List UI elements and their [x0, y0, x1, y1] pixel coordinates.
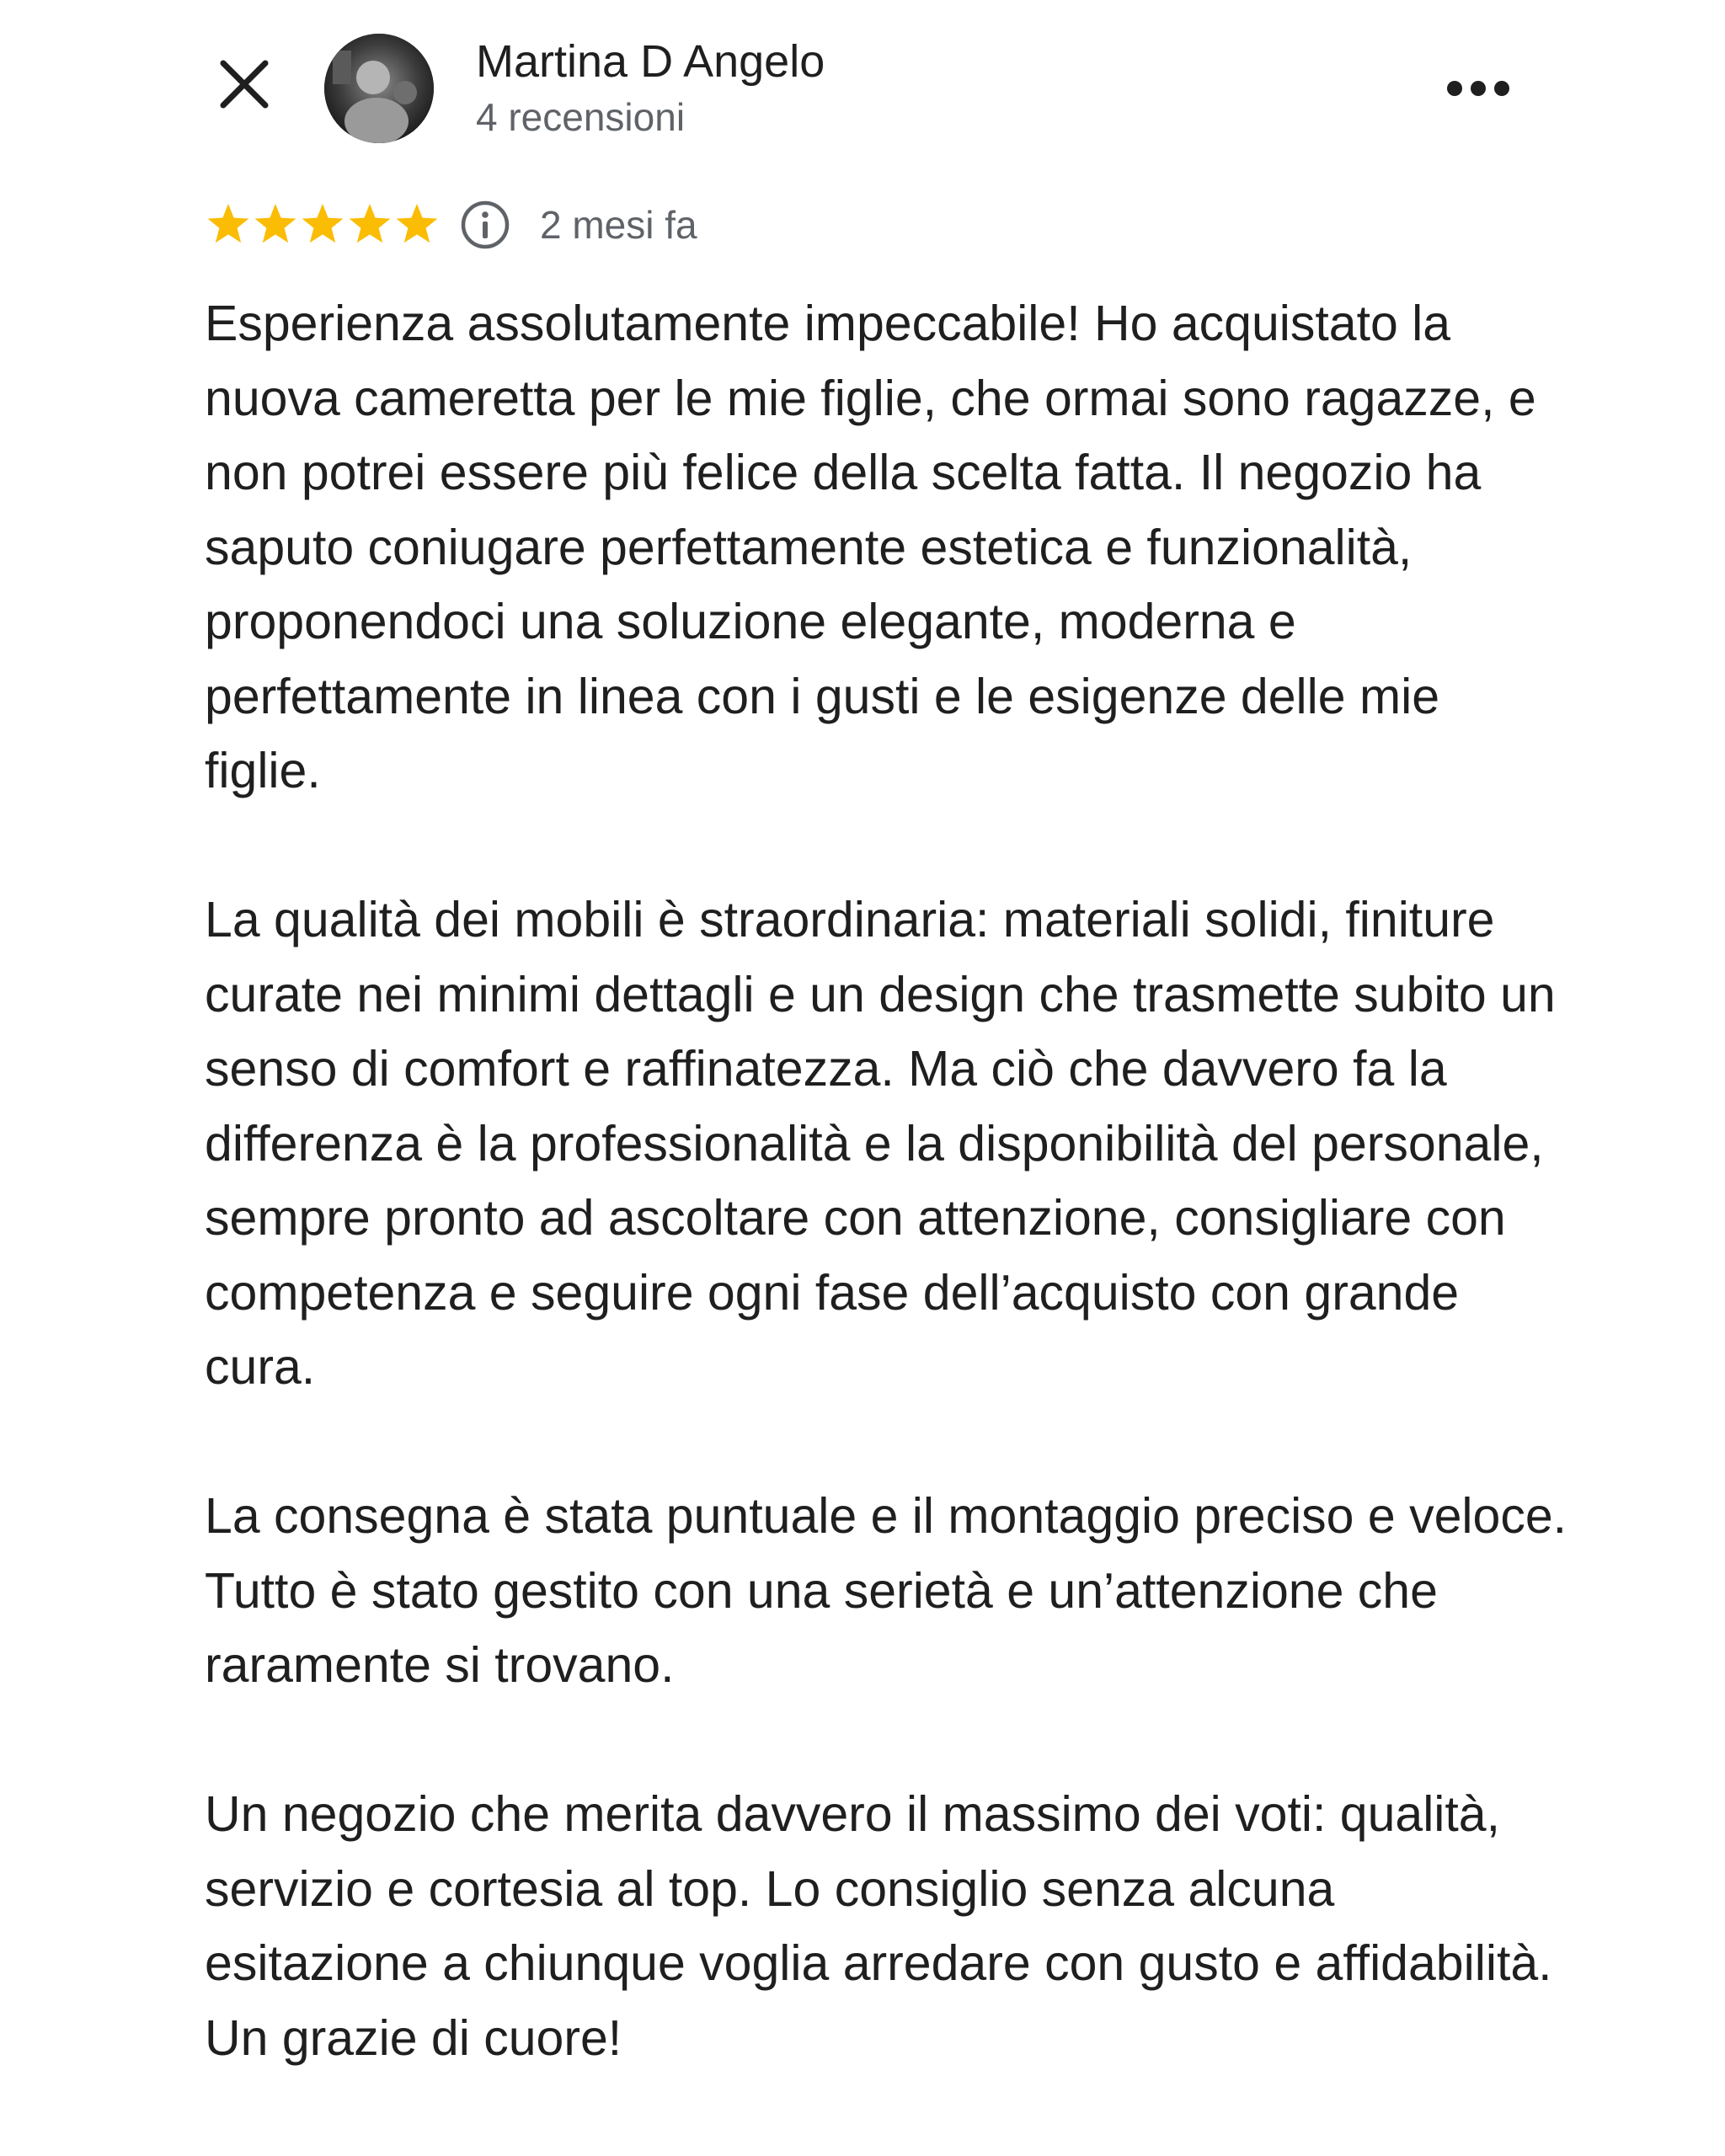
more-options-button[interactable] — [1432, 46, 1525, 131]
review-count[interactable]: 4 recensioni — [476, 95, 686, 139]
review-paragraph: Esperienza assolutamente impeccabile! Ho acquistato la nuova cameretta per le mie figlie, che ormai sono ragazze, e non potrei essere più felice della scelta fatta. Il negozio ha saputo coniugare perfettamente estetica e funzionalità, proponendoci una soluzione elegante, moderna e perfettamente in linea con i gusti e le esigenze delle mie figlie. — [205, 296, 1536, 798]
close-icon — [218, 58, 270, 110]
rating-row — [205, 195, 697, 254]
star-filled-icon — [205, 201, 252, 248]
info-button[interactable] — [459, 199, 511, 251]
review-date: 2 mesi fa — [540, 203, 697, 247]
avatar[interactable] — [324, 34, 434, 143]
star-filled-icon — [299, 201, 346, 248]
review-text — [205, 286, 1569, 2075]
close-button[interactable] — [202, 42, 286, 126]
review-paragraph: Un negozio che merita davvero il massimo dei voti: qualità, servizio e cortesia al top. Lo consiglio senza alcuna esitazione a chiunque voglia arredare con gusto e affidabilità. Un grazie di cuore! — [205, 1786, 1552, 2066]
star-filled-icon — [393, 201, 441, 248]
profile-photo-icon — [324, 34, 434, 143]
review-paragraph: La qualità dei mobili è straordinaria: materiali solidi, finiture curate nei minimi dettagli e un design che trasmette subito un senso di comfort e raffinatezza. Ma ciò che davvero fa la differenza è la professionalità e la disponibilità del personale, sempre pronto ad ascoltare con attenzione, consigliare con competenza e seguire ogni fase dell’acquisto con grande cura. — [205, 892, 1556, 1395]
more-horizontal-icon — [1445, 78, 1512, 99]
star-filled-icon — [252, 201, 299, 248]
review-header — [0, 0, 1725, 160]
review-paragraph: La consegna è stata puntuale e il montaggio preciso e veloce. Tutto è stato gestito con una serietà e un’attenzione che raramente si trovano. — [205, 1488, 1567, 1693]
author-name[interactable]: Martina D Angelo — [476, 36, 825, 87]
info-icon — [460, 200, 510, 250]
star-rating — [205, 201, 441, 248]
star-filled-icon — [346, 201, 393, 248]
